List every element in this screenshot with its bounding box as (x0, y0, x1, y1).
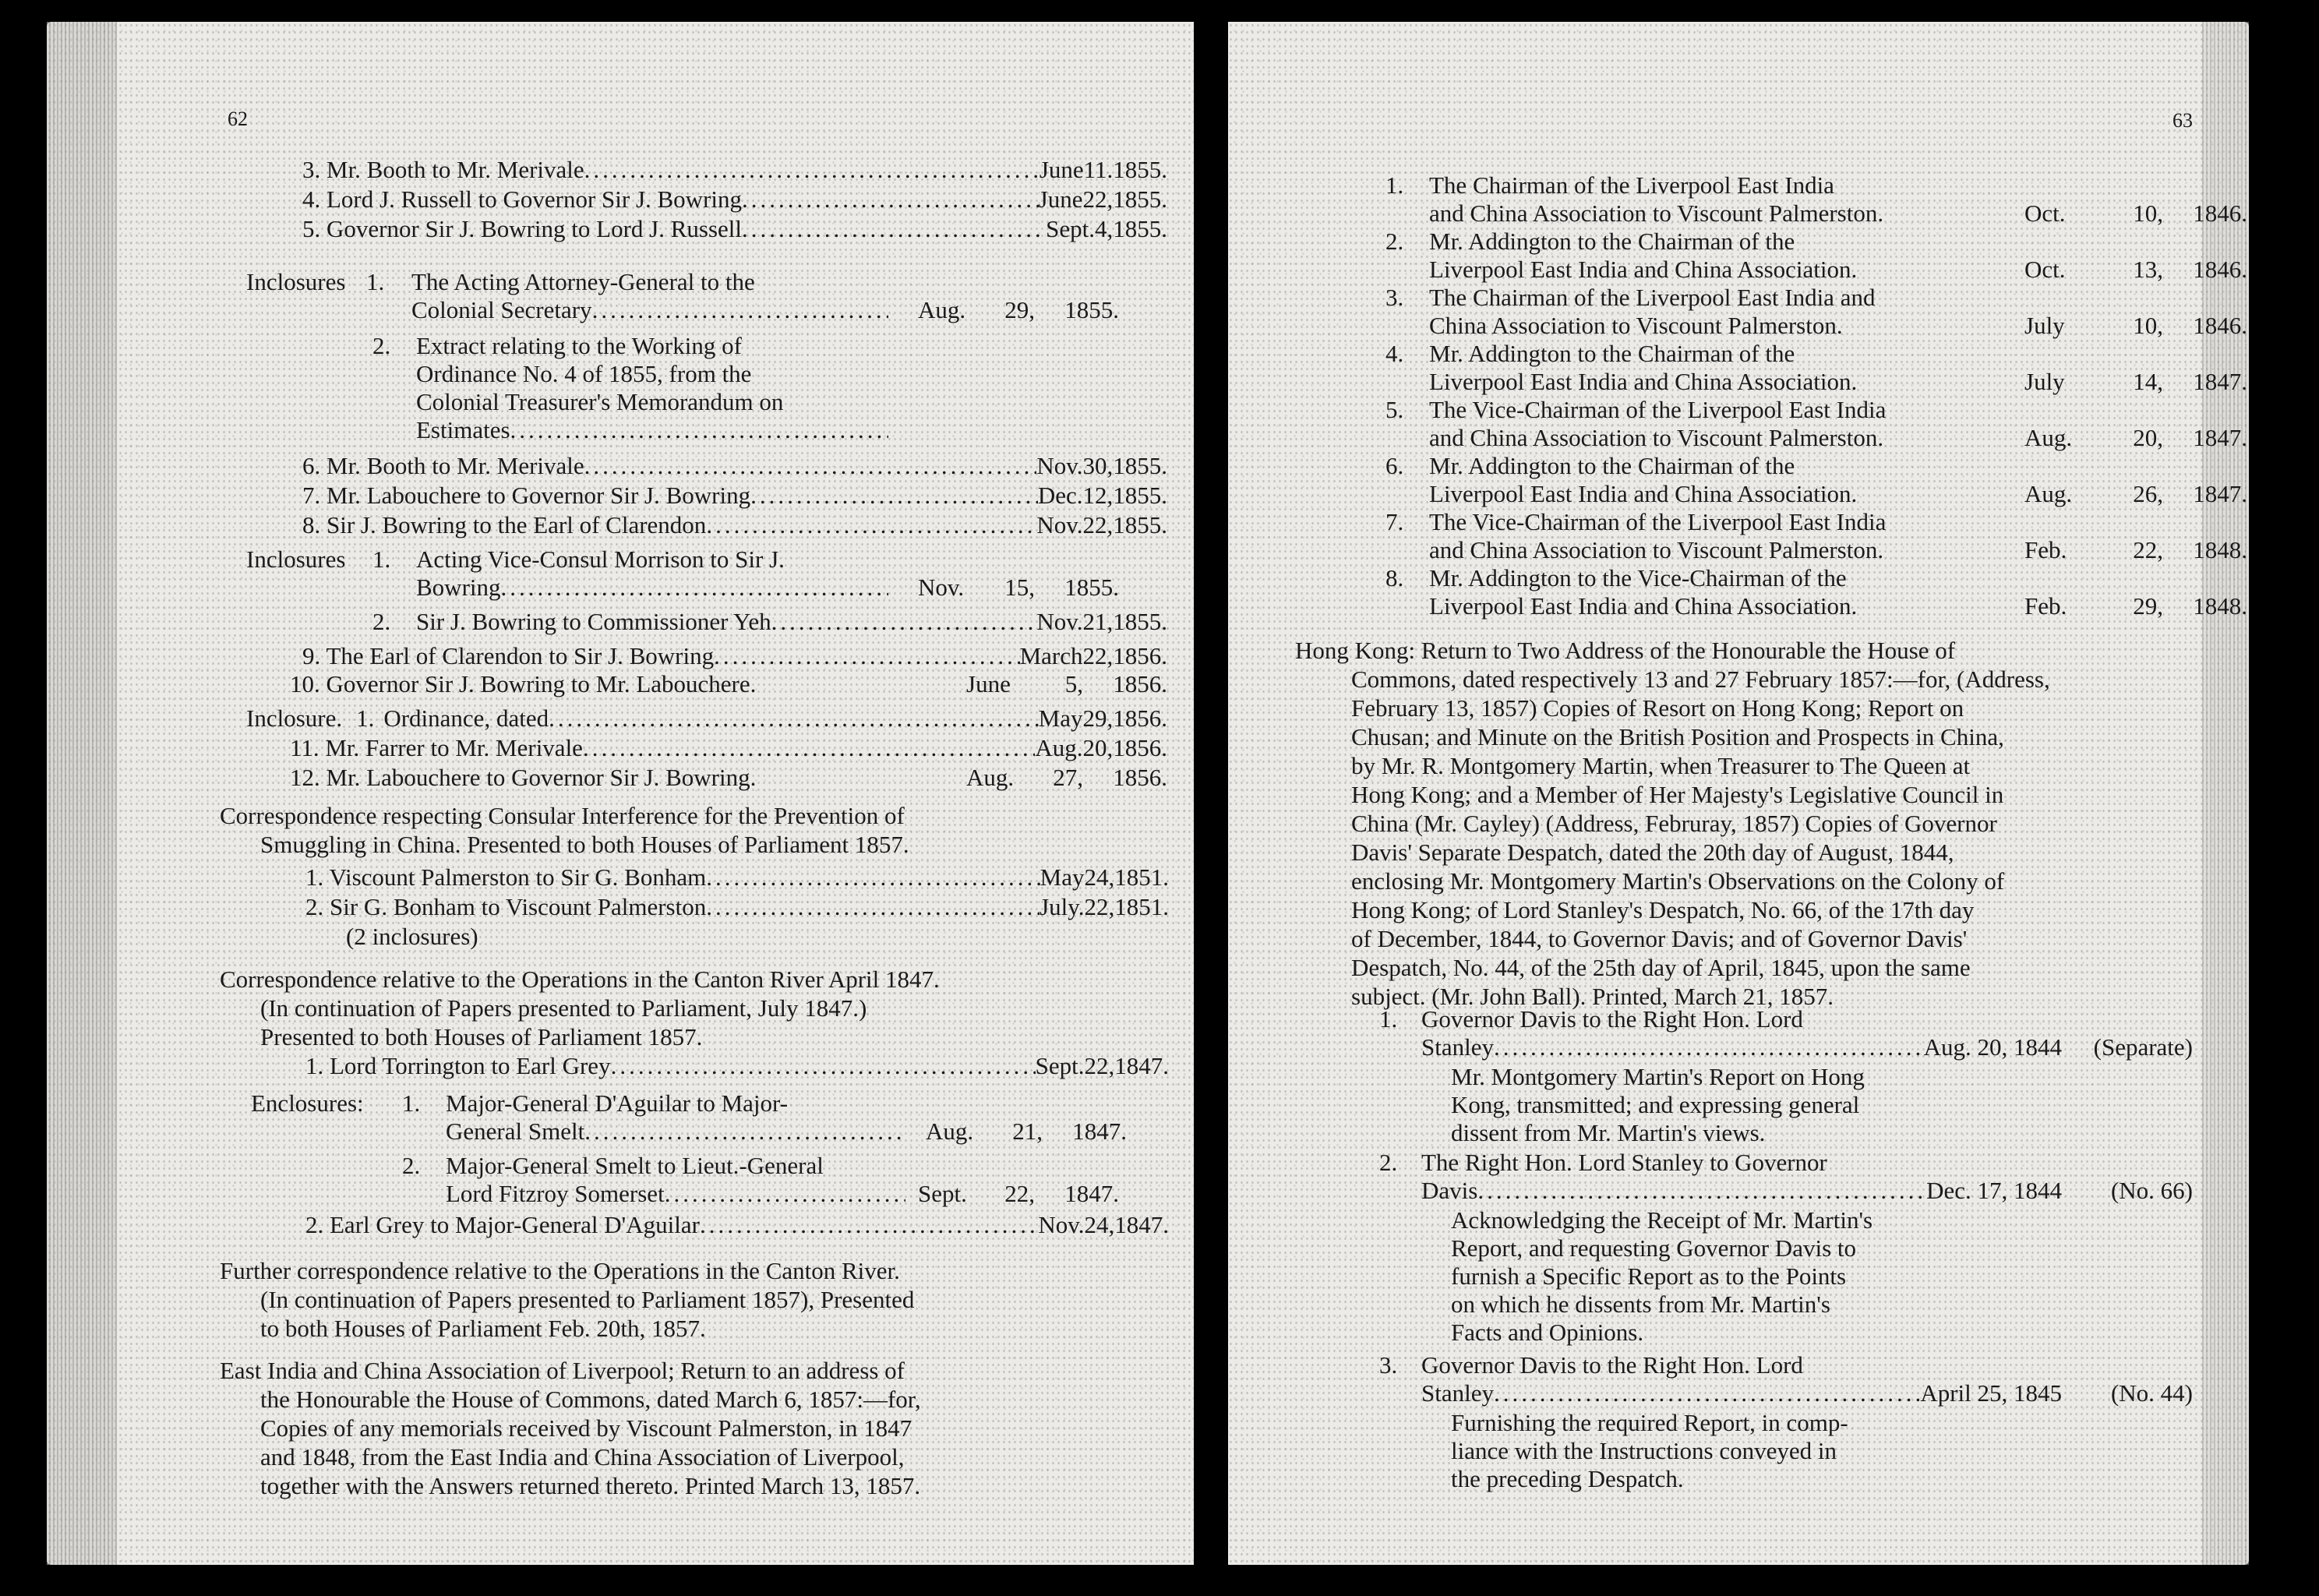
letter-date: Feb. 29, 1848. (2024, 592, 2247, 620)
list-item: 1. Viscount Palmerston to Sir G. Bonham ..... May 24, 1851. (305, 863, 1169, 892)
list-item: 8. Sir J. Bowring to the Earl of Clarendon ..... Nov. 22, 1855. (302, 511, 1167, 539)
letter-number: 6. (1385, 452, 1404, 479)
list-item: 1. Lord Torrington to Earl Grey ..... Sept. 22, 1847. (305, 1052, 1169, 1080)
letter-number: 3. (1385, 284, 1404, 311)
consular-heading: Correspondence respecting Consular Interference for the Prevention of Smuggling in China. Presented to both Houses of Parliament 1857. (220, 802, 909, 858)
despatch-line: Stanley ..... Aug. 20, 1844 (Separate) (1421, 1033, 2193, 1061)
letter-item: Mr. Addington to the Vice-Chairman of the Liverpool East India and China Association. (1429, 564, 1858, 620)
further-correspondence: Further correspondence relative to the Operations in the Canton River. (In continuation of Papers presented to Parliament 1857), Presented to both Houses of Parliament Feb. 20th, 1857. (220, 1257, 915, 1342)
inclosure-number: 1. (366, 268, 385, 295)
despatch-notes: Acknowledging the Receipt of Mr. Martin's Report, and requesting Governor Davis to furnish a Specific Report as to the Points on which he dissents from Mr. Martin's Facts and Opinions. (1451, 1206, 1873, 1346)
left-page (47, 22, 1194, 1565)
letter-date: Aug. 26, 1847. (2024, 480, 2247, 507)
canton-heading: Correspondence relative to the Operations in the Canton River April 1847. (In continuation of Papers presented to Parliament, July 1847.) Presented to both Houses of Parliament 1857. (220, 966, 940, 1050)
inclosure-item: The Acting Attorney-General to the Colonial Secretary ..... (411, 268, 888, 324)
page-number-right: 63 (2173, 109, 2193, 132)
list-item-date: Nov. 15, 1855. (918, 574, 1119, 601)
despatch-notes: Furnishing the required Report, in comp- liance with the Instructions conveyed in the preceding Despatch. (1451, 1409, 1848, 1492)
letter-number: 5. (1385, 396, 1404, 423)
enclosure-item: Major-General Smelt to Lieut.-General Lord Fitzroy Somerset ..... (446, 1152, 905, 1208)
letter-date: Aug. 20, 1847. (2024, 424, 2247, 451)
despatch-number: 2. (1379, 1149, 1398, 1176)
inclosure-item: Acting Vice-Consul Morrison to Sir J. Bowring ..... (416, 546, 888, 602)
list-item: 3. Mr. Booth to Mr. Merivale ..... June 11. 1855. (302, 156, 1167, 184)
despatch-title: Governor Davis to the Right Hon. Lord (1421, 1005, 1803, 1033)
letter-date: Feb. 22, 1848. (2024, 536, 2247, 563)
inclosure-item: Extract relating to the Working of Ordinance No. 4 of 1855, from the Colonial Treasurer's Memorandum on Estimates ..... (416, 332, 888, 444)
letter-item: The Chairman of the Liverpool East India and China Association to Viscount Palmerston. (1429, 171, 1884, 227)
hong-kong-return: Hong Kong: Return to Two Address of the Honourable the House of Commons, dated respectively 13 and 27 February 1857:—for, (Address, February 13, 1857) Copies of Resort on Hong Kong; Report on Chusan; and Minute on the British Position and Prospects in China, by Mr. R. Montgomery Martin, when Treasurer to The Queen at Hong Kong; and a Member of Her Majesty's Legislative Council in China (Mr. Cayley) (Address, Februray, 1857) Copies of Governor Davis' Separate Despatch, dated the 20th day of August, 1844, enclosing Mr. Montgomery Martin's Observations on the Colony of Hong Kong; of Lord Stanley's Despatch, No. 66, of the 17th day of December, 1844, to Governor Davis; and of Governor Davis' Despatch, No. 44, of the 25th day of April, 1845, upon the same subject. (Mr. John Ball). Printed, March 21, 1857. (1295, 637, 2050, 1010)
enclosure-number: 2. (402, 1152, 421, 1179)
despatch-line: Davis ..... Dec. 17, 1844 (No. 66) (1421, 1177, 2193, 1205)
despatch-title: The Right Hon. Lord Stanley to Governor (1421, 1149, 1827, 1176)
despatch-notes: Mr. Montgomery Martin's Report on Hong Kong, transmitted; and expressing general dissent from Mr. Martin's views. (1451, 1063, 1865, 1146)
page-edge-right (2202, 22, 2249, 1565)
letter-number: 8. (1385, 564, 1404, 591)
letter-item: The Vice-Chairman of the Liverpool East India and China Association to Viscount Palmerston. (1429, 396, 1887, 451)
enclosure-item: Major-General D'Aguilar to Major- General Smelt ..... (446, 1089, 905, 1146)
letter-date: July 14, 1847. (2024, 368, 2247, 395)
letter-item: Mr. Addington to the Chairman of the Liverpool East India and China Association. (1429, 452, 1858, 507)
letter-item: Mr. Addington to the Chairman of the Liverpool East India and China Association. (1429, 228, 1858, 283)
list-item: 12. Mr. Labouchere to Governor Sir J. Bowring. Aug. 27, 1856. (290, 764, 1167, 791)
letter-item: The Vice-Chairman of the Liverpool East India and China Association to Viscount Palmerston. (1429, 508, 1887, 563)
enclosures-label: Enclosures: (251, 1089, 364, 1117)
inclosures-label: Inclosures (246, 546, 346, 573)
inclosure-item: Inclosure. 1. Ordinance, dated ..... May 29, 1856. (246, 704, 1167, 733)
list-item: 7. Mr. Labouchere to Governor Sir J. Bowring ..... Dec. 12, 1855. (302, 482, 1167, 510)
letter-date: Oct. 10, 1846. (2024, 200, 2247, 227)
letter-item: Mr. Addington to the Chairman of the Liverpool East India and China Association. (1429, 340, 1858, 395)
list-item: 9. The Earl of Clarendon to Sir J. Bowring ..... March 22, 1856. (302, 642, 1167, 670)
right-page (1228, 22, 2249, 1565)
letter-date: July 10, 1846. (2024, 312, 2247, 339)
list-item: 4. Lord J. Russell to Governor Sir J. Bowring ..... June 22, 1855. (302, 185, 1167, 214)
list-item: 2. Sir G. Bonham to Viscount Palmerston ..... July. 22, 1851. (305, 893, 1169, 921)
inclosure-number: 2. (372, 332, 391, 359)
letter-item: The Chairman of the Liverpool East India and China Association to Viscount Palmerston. (1429, 284, 1876, 339)
letter-number: 1. (1385, 171, 1404, 199)
inclosure-number: 1. (372, 546, 391, 573)
inclosure-number: 2. (372, 608, 391, 635)
list-item: 5. Governor Sir J. Bowring to Lord J. Russell ..... Sept. 4, 1855. (302, 215, 1167, 243)
list-item: 11. Mr. Farrer to Mr. Merivale ..... Aug. 20, 1856. (290, 734, 1167, 762)
list-item-date: Aug. 29, 1855. (918, 296, 1119, 323)
enclosure-number: 1. (402, 1089, 421, 1117)
list-item: 10. Governor Sir J. Bowring to Mr. Labouchere. June 5, 1856. (290, 670, 1167, 697)
list-item-date: Aug. 21, 1847. (926, 1118, 1127, 1145)
inclosures-label: Inclosures (246, 268, 346, 295)
page-edge-left (47, 22, 117, 1565)
letter-number: 4. (1385, 340, 1404, 367)
despatch-number: 1. (1379, 1005, 1398, 1033)
despatch-line: Stanley ..... April 25, 1845 (No. 44) (1421, 1379, 2193, 1407)
letter-number: 7. (1385, 508, 1404, 535)
despatch-title: Governor Davis to the Right Hon. Lord (1421, 1351, 1803, 1379)
list-item: 2. Earl Grey to Major-General D'Aguilar ..... Nov. 24, 1847. (305, 1211, 1169, 1239)
letter-date: Oct. 13, 1846. (2024, 256, 2247, 283)
despatch-number: 3. (1379, 1351, 1398, 1379)
page-number-left: 62 (228, 108, 248, 130)
list-item: 6. Mr. Booth to Mr. Merivale ..... Nov. 30, 1855. (302, 452, 1167, 480)
list-item-date: Sept. 22, 1847. (918, 1180, 1119, 1207)
inclosure-item: Sir J. Bowring to Commissioner Yeh ..... Nov. 21, 1855. (416, 608, 1167, 636)
east-india-return: East India and China Association of Liverpool; Return to an address of the Honourable the House of Commons, dated March 6, 1857:—for, Copies of any memorials received by Viscount Palmerston, in 1847 and 1848, from the East India and China Association of Liverpool, together with the Answers returned thereto. Printed March 13, 1857. (220, 1357, 921, 1499)
letter-number: 2. (1385, 228, 1404, 255)
inclosures-note: (2 inclosures) (346, 923, 478, 950)
